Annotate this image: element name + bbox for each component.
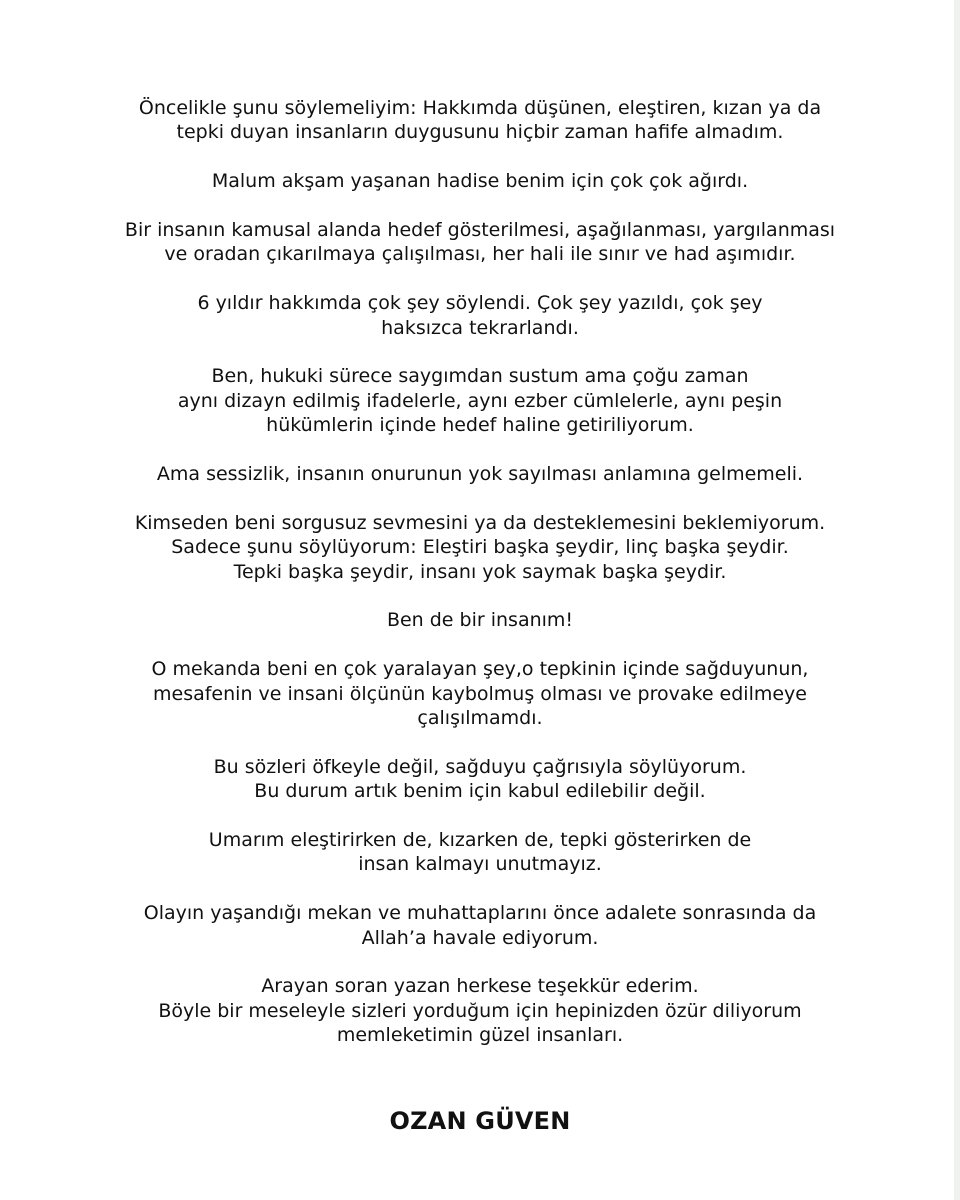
paragraph-9 xyxy=(60,657,900,730)
text-line: Tepki başka şeydir, insanı yok saymak başka şeydir. xyxy=(233,560,727,583)
text-line: Malum akşam yaşanan hadise benim için çok çok ağırdı. xyxy=(211,170,749,193)
statement-body xyxy=(60,96,900,1072)
paragraph-13 xyxy=(60,974,900,1047)
paragraph-8 xyxy=(60,608,900,632)
text-line: haksızca tekrarlandı. xyxy=(381,316,579,339)
text-line: Bir insanın kamusal alanda hedef gösterilmesi, aşağılanması, yargılanması xyxy=(124,219,836,241)
paragraph-6 xyxy=(60,462,900,486)
text-line: Bu sözleri öfkeyle değil, sağduyu çağrısıyla söylüyorum. xyxy=(213,755,747,778)
text-line: çalışılmamdı. xyxy=(417,707,543,730)
text-line: Öncelikle şunu söylemeliyim: Hakkımda düşünen, eleştiren, kızan ya da xyxy=(138,97,822,119)
paragraph-10 xyxy=(60,755,900,804)
text-line: 6 yıldır hakkımda çok şey söylendi. Çok şey yazıldı, çok şey xyxy=(197,292,763,315)
text-line: Arayan soran yazan herkese teşekkür ederim. xyxy=(261,975,699,998)
text-line: Umarım eleştirirken de, kızarken de, tepki gösterirken de xyxy=(208,829,752,852)
text-line: memleketimin güzel insanları. xyxy=(336,1024,624,1047)
text-line: Bu durum artık benim için kabul edilebilir değil. xyxy=(254,780,706,803)
paragraph-11 xyxy=(60,828,900,877)
paragraph-12 xyxy=(60,901,900,950)
paragraph-4 xyxy=(60,291,900,340)
text-line: aynı dizayn edilmiş ifadelerle, aynı ezber cümlelerle, aynı peşin xyxy=(177,389,783,412)
text-line: Allah’a havale ediyorum. xyxy=(361,926,599,949)
signature: OZAN GÜVEN xyxy=(389,1107,571,1135)
text-line: O mekanda beni en çok yaralayan şey,o tepkinin içinde sağduyunun, xyxy=(151,658,809,681)
text-line: hükümlerin içinde hedef haline getiriliyorum. xyxy=(266,414,694,437)
text-line: Sadece şunu söylüyorum: Eleştiri başka şeydir, linç başka şeydir. xyxy=(171,536,789,559)
paragraph-2 xyxy=(60,169,900,193)
paragraph-5 xyxy=(60,364,900,437)
text-line: tepki duyan insanların duygusunu hiçbir zaman hafife almadım. xyxy=(176,121,784,144)
text-line: Ama sessizlik, insanın onurunun yok sayılması anlamına gelmemeli. xyxy=(156,463,804,486)
text-line: Olayın yaşandığı mekan ve muhattaplarını önce adalete sonrasında da xyxy=(143,902,817,925)
paragraph-3 xyxy=(60,218,900,267)
text-line: Böyle bir meseleyle sizleri yorduğum için hepinizden özür diliyorum xyxy=(158,999,802,1022)
paragraph-1 xyxy=(60,96,900,145)
text-line: insan kalmayı unutmayız. xyxy=(358,853,602,876)
paragraph-7 xyxy=(60,511,900,584)
text-line: Kimseden beni sorgusuz sevmesini ya da desteklemesini beklemiyorum. xyxy=(134,511,826,534)
page-edge-strip xyxy=(954,0,960,1200)
text-line: Ben, hukuki sürece saygımdan sustum ama çoğu zaman xyxy=(211,365,749,388)
text-line: Ben de bir insanım! xyxy=(386,609,574,632)
text-line: ve oradan çıkarılmaya çalışılması, her hali ile sınır ve had aşımıdır. xyxy=(164,243,796,266)
text-line: mesafenin ve insani ölçünün kaybolmuş olması ve provake edilmeye xyxy=(153,682,807,705)
